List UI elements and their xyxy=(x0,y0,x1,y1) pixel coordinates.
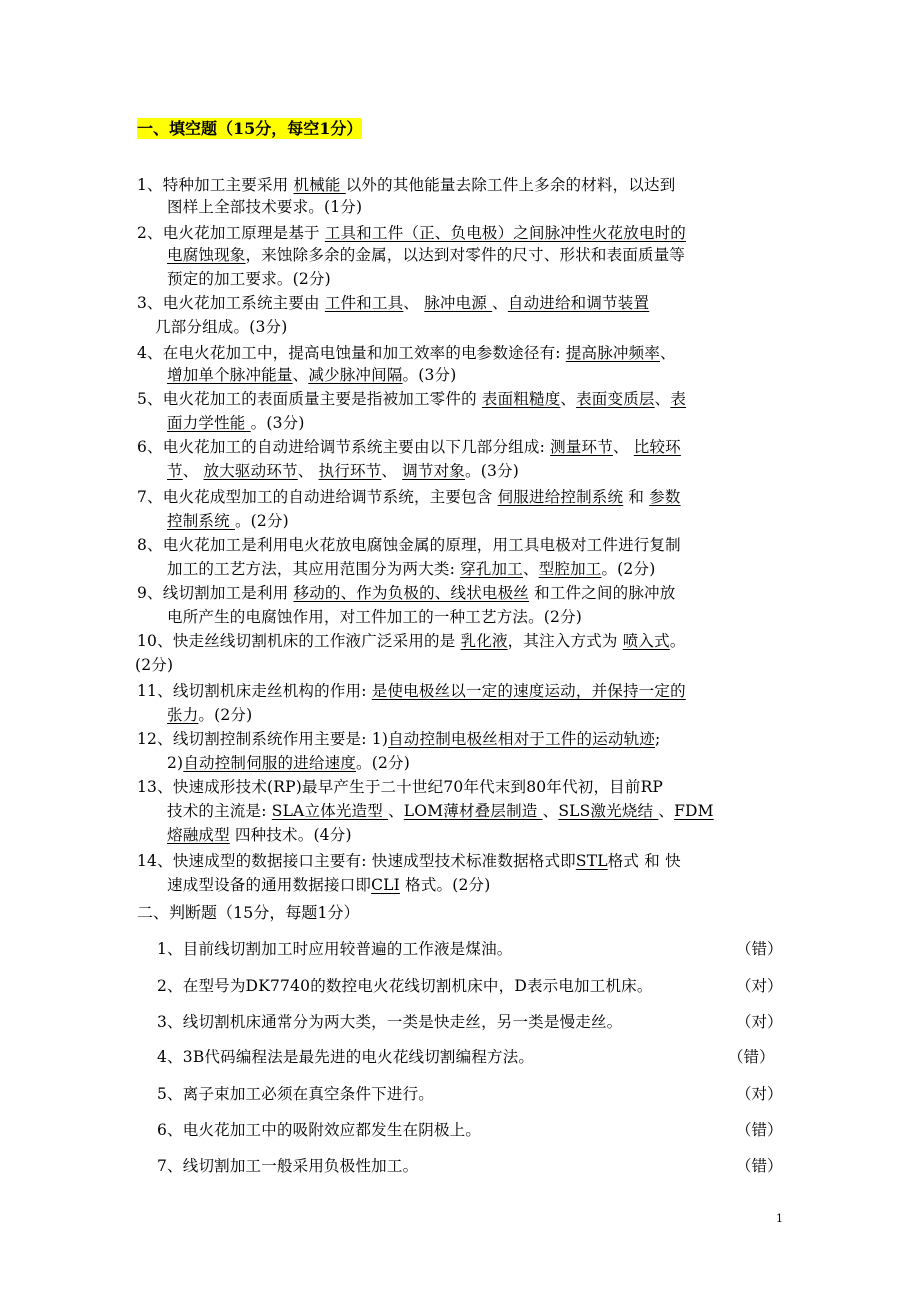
judgment-question: 6、电火花加工中的吸附效应都发生在阴极上。 xyxy=(157,1121,482,1139)
judgment-answer: （对） xyxy=(736,977,783,995)
question-text: 2、电火花加工原理是基于 xyxy=(137,224,325,242)
question-text: 以外的其他能量去除工件上多余的材料，以达到 xyxy=(345,176,676,194)
answer-text: 乳化液 xyxy=(460,632,508,650)
answer-text: 减少脉冲间隔 xyxy=(308,366,403,384)
question-text: 5、电火花加工的表面质量主要是指被加工零件的 xyxy=(137,390,482,408)
judgment-answer: （错） xyxy=(736,1121,783,1139)
question-text: 、 xyxy=(381,462,403,480)
question-line xyxy=(167,412,305,434)
page-number: 1 xyxy=(776,1212,783,1225)
question-line xyxy=(137,342,676,364)
question-text: 技术的主流是: xyxy=(167,802,272,820)
question-line xyxy=(135,654,173,676)
judgment-question: 2、在型号为DK7740的数控电火花线切割机床中，D表示电加工机床。 xyxy=(157,977,653,995)
question-text: 、 xyxy=(297,462,319,480)
question-text: 、 xyxy=(403,294,425,312)
answer-text: 喷入式 xyxy=(622,632,670,650)
question-text: 、 xyxy=(292,366,309,384)
question-line xyxy=(167,460,519,482)
answer-text: 参数 xyxy=(649,488,681,506)
question-text: 格式。(2分) xyxy=(400,876,491,894)
question-text: 、 xyxy=(654,390,671,408)
question-text: 。(3分) xyxy=(402,366,457,384)
answer-text: FDM xyxy=(674,802,714,820)
question-text: 、 xyxy=(492,294,508,312)
question-text: 。(3分) xyxy=(250,414,305,432)
question-text: 。(2分) xyxy=(234,512,289,530)
answer-text: 提高脉冲频率 xyxy=(565,344,661,362)
question-line xyxy=(167,606,582,628)
answer-text: 是使电极丝以一定的速度运动，并保持一定的 xyxy=(371,682,686,700)
question-text: ，来蚀除多余的金属，以达到对零件的尺寸、形状和表面质量等 xyxy=(245,246,686,264)
answer-text: 穿孔加工 xyxy=(460,560,523,578)
question-text: 。(3分) xyxy=(465,462,519,480)
question-text: 、 xyxy=(522,560,539,578)
answer-text: 熔融成型 xyxy=(167,826,230,844)
question-text: 、 xyxy=(612,438,634,456)
question-line xyxy=(137,222,686,244)
question-line xyxy=(167,800,714,822)
answer-text: 表面粗糙度 xyxy=(481,390,561,408)
question-line xyxy=(137,436,681,458)
question-text: 8、电火花加工是利用电火花放电腐蚀金属的原理，用工具电极对工件进行复制 xyxy=(137,536,681,554)
answer-text: 测量环节 xyxy=(550,438,613,456)
judgment-question: 4、3B代码编程法是最先进的电火花线切割编程方法。 xyxy=(157,1048,535,1066)
question-text: 格式 和 快 xyxy=(607,852,681,870)
question-line xyxy=(167,364,456,386)
question-text: 图样上全部技术要求。(1分) xyxy=(167,198,363,216)
question-line xyxy=(167,244,685,266)
answer-text: 节 xyxy=(167,462,183,480)
judgment-answer: （对） xyxy=(736,1085,783,1103)
question-line xyxy=(167,268,331,290)
question-text: 。 xyxy=(669,632,686,650)
question-text: 。(2分) xyxy=(356,754,410,772)
question-text: 和工件之间的脉冲放 xyxy=(529,584,676,602)
question-line xyxy=(167,510,289,532)
answer-text: 张力 xyxy=(167,706,199,724)
answer-text: 工件和工具 xyxy=(324,294,404,312)
answer-text: 自动进给和调节装置 xyxy=(507,294,650,312)
answer-text: 调节对象 xyxy=(402,462,466,480)
answer-text: 表面变质层 xyxy=(576,390,655,408)
judgment-answer: （错） xyxy=(736,940,783,958)
question-text: 、 xyxy=(658,802,675,820)
answer-text: 电腐蚀现象 xyxy=(167,246,246,264)
question-line xyxy=(137,174,675,196)
question-text: 12、线切割控制系统作用主要是: 1) xyxy=(137,730,389,748)
question-text: 1、特种加工主要采用 xyxy=(137,176,294,194)
answer-text: 增加单个脉冲能量 xyxy=(167,366,293,384)
judgment-answer: （错） xyxy=(736,1157,783,1175)
answer-text: 移动的、作为负极的、线状电极丝 xyxy=(293,584,530,602)
question-line xyxy=(167,704,252,726)
question-text: 9、线切割加工是利用 xyxy=(137,584,294,602)
question-text: 、 xyxy=(660,344,676,362)
question-text: 7、电火花成型加工的自动进给调节系统，主要包含 xyxy=(137,488,498,506)
question-text: 加工的工艺方法，其应用范围分为两大类: xyxy=(167,560,461,578)
answer-text: 控制系统 xyxy=(167,512,235,530)
question-text: 13、快速成形技术(RP)最早产生于二十世纪70年代末到80年代初，目前RP xyxy=(137,778,664,796)
question-line xyxy=(137,630,686,652)
judgment-answer: （错） xyxy=(728,1048,775,1066)
question-line xyxy=(137,388,686,410)
question-text: 四种技术。(4分) xyxy=(229,826,352,844)
question-text: 3、电火花加工系统主要由 xyxy=(137,294,325,312)
question-text: 、 xyxy=(560,390,577,408)
question-text: 4、在电火花加工中，提高电蚀量和加工效率的电参数途径有: xyxy=(137,344,566,362)
answer-text: STL xyxy=(575,852,608,870)
answer-text: 自动控制电极丝相对于工件的运动轨迹 xyxy=(388,730,655,748)
question-text: 14、快速成型的数据接口主要有: 快速成型技术标准数据格式即 xyxy=(137,852,576,870)
answer-text: LOM薄材叠层制造 xyxy=(403,802,543,820)
question-text: ; xyxy=(655,730,661,748)
question-text: 11、线切割机床走丝机构的作用: xyxy=(137,682,372,700)
answer-text: 脉冲电源 xyxy=(424,294,493,312)
question-text: 和 xyxy=(623,488,650,506)
question-line xyxy=(137,534,681,556)
question-line xyxy=(137,486,681,508)
judgment-question: 3、线切割机床通常分为两大类，一类是快走丝，另一类是慢走丝。 xyxy=(157,1013,623,1031)
answer-text: 表 xyxy=(670,390,687,408)
answer-text: 面力学性能 xyxy=(167,414,251,432)
question-line xyxy=(167,824,352,846)
question-line xyxy=(155,316,287,338)
question-text: 电所产生的电腐蚀作用，对工件加工的一种工艺方法。(2分) xyxy=(167,608,583,626)
answer-text: 放大驱动环节 xyxy=(203,462,298,480)
question-line xyxy=(137,680,686,702)
judgment-question: 5、离子束加工必须在真空条件下进行。 xyxy=(157,1085,434,1103)
question-text: 6、电火花加工的自动进给调节系统主要由以下几部分组成: xyxy=(137,438,551,456)
answer-text: 伺服进给控制系统 xyxy=(497,488,624,506)
question-line xyxy=(167,752,410,774)
question-text: 、 xyxy=(182,462,204,480)
answer-text: 工具和工件（正、负电极）之间脉冲性火花放电时的 xyxy=(324,224,686,242)
judgment-question: 1、目前线切割加工时应用较普遍的工作液是煤油。 xyxy=(157,940,513,958)
question-text: 预定的加工要求。(2分) xyxy=(167,270,331,288)
question-text: 10、快走丝线切割机床的工作液广泛采用的是 xyxy=(137,632,461,650)
question-text: 2) xyxy=(167,754,184,772)
question-text: 几部分组成。(3分) xyxy=(155,318,288,336)
answer-text: 机械能 xyxy=(293,176,346,194)
question-line xyxy=(167,874,490,896)
answer-text: 自动控制伺服的进给速度 xyxy=(183,754,357,772)
section-2-heading: 二、判断题（15分，每题1分） xyxy=(137,903,360,922)
question-line xyxy=(167,558,655,580)
question-text: 、 xyxy=(388,802,404,820)
question-text: 、 xyxy=(542,802,559,820)
judgment-answer: （对） xyxy=(736,1013,783,1031)
question-line xyxy=(167,196,362,218)
answer-text: 比较环 xyxy=(633,438,681,456)
question-text: 速成型设备的通用数据接口即 xyxy=(167,876,372,894)
question-line xyxy=(137,850,681,872)
section-1-heading: 一、填空题（15分，每空1分） xyxy=(137,119,363,138)
answer-text: 执行环节 xyxy=(318,462,382,480)
answer-text: SLA立体光造型 xyxy=(271,802,389,820)
question-text: 。(2分) xyxy=(601,560,656,578)
question-text: 。(2分) xyxy=(198,706,253,724)
judgment-question: 7、线切割加工一般采用负极性加工。 xyxy=(157,1157,419,1175)
question-text: (2分) xyxy=(135,656,174,674)
question-line xyxy=(137,776,663,798)
answer-text: CLI xyxy=(371,876,400,894)
question-line xyxy=(137,292,649,314)
question-line xyxy=(137,582,675,604)
answer-text: 型腔加工 xyxy=(538,560,602,578)
answer-text: SLS激光烧结 xyxy=(558,802,659,820)
question-text: ，其注入方式为 xyxy=(507,632,623,650)
question-line xyxy=(137,728,660,750)
